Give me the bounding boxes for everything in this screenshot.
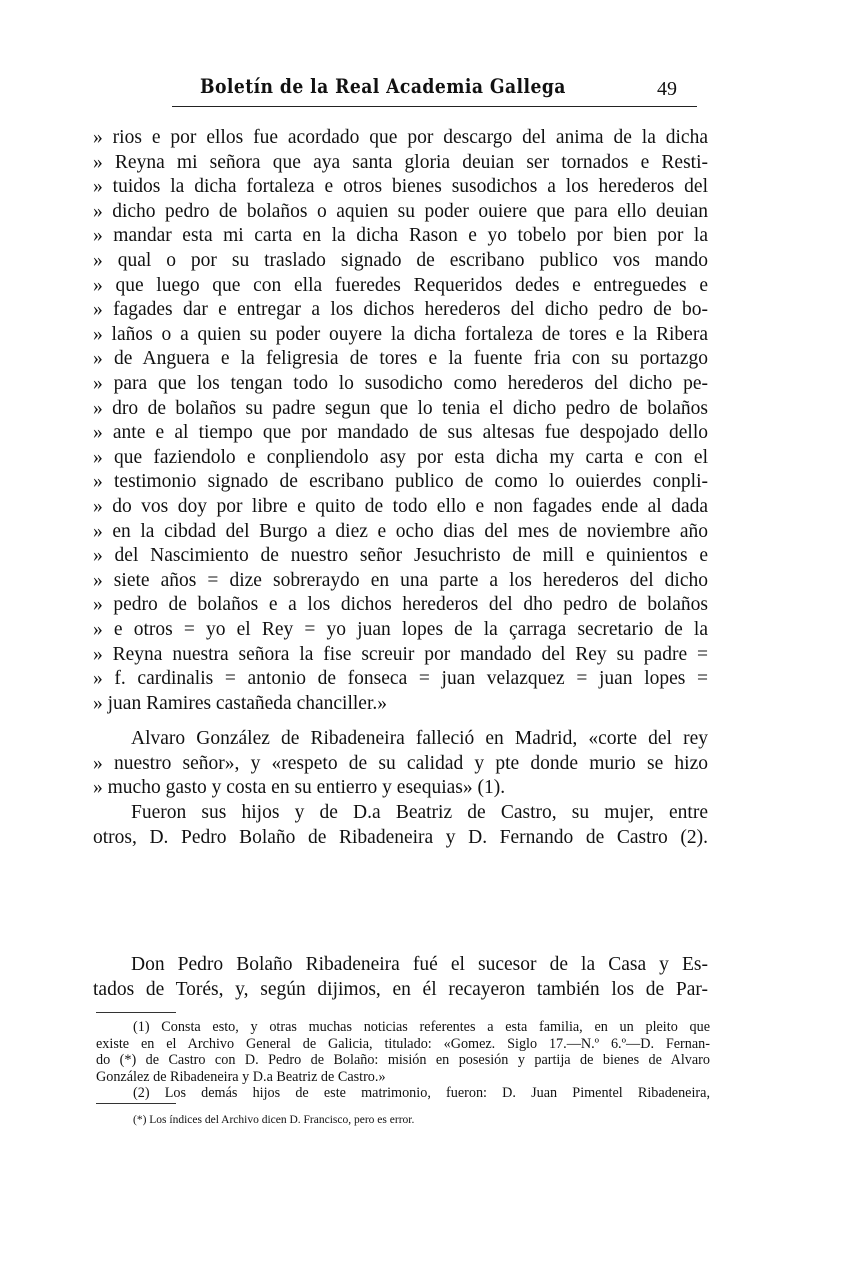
paragraph-line: otros, D. Pedro Bolaño de Ribadeneira y D. Fernando de Castro (2). — [93, 826, 708, 848]
quote-line: » e otros = yo el Rey = yo juan lopes de la çarraga secretario de la — [93, 619, 708, 640]
quote-line: » do vos doy por libre e quito de todo ello e non fagades ende al dada — [93, 496, 708, 517]
footnote-line: González de Ribadeneira y D.a Beatriz de Castro.» — [96, 1068, 386, 1085]
quote-line: » testimonio signado de escribano publico de como lo ouierdes conpli- — [93, 471, 708, 493]
quote-line: » para que los tengan todo lo susodicho como herederos del dicho pe- — [93, 373, 708, 394]
footnote-line: (1) Consta esto, y otras muchas noticias referentes a esta familia, en un pleito que — [133, 1019, 710, 1035]
paragraph-line: tados de Torés, y, según dijimos, en él recayeron también los de Par- — [93, 978, 708, 1000]
quote-line: » qual o por su traslado signado de escribano publico vos mando — [93, 250, 708, 271]
paragraph-line: Fueron sus hijos y de D.a Beatriz de Castro, su mujer, entre — [131, 802, 708, 823]
quote-line: » Reyna nuestra señora la fise screuir por mandado del Rey su padre = — [93, 643, 708, 665]
quote-line: » rios e por ellos fue acordado que por descargo del anima de la dicha — [93, 127, 708, 148]
footnote-line: existe en el Archivo General de Galicia, titulado: «Gomez. Siglo 17.—N.º 6.º—D. Fernan- — [96, 1035, 710, 1052]
quote-line: » del Nascimiento de nuestro señor Jesuchristo de mill e quinientos e — [93, 545, 708, 567]
quote-line: » en la cibdad del Burgo a diez e ocho dias del mes de noviembre año — [93, 520, 708, 542]
quote-line: » juan Ramires castañeda chanciller.» — [93, 692, 388, 714]
paragraph-line: » nuestro señor», y «respeto de su calidad y pte donde murio se hizo — [93, 752, 708, 774]
quote-line: » ante e al tiempo que por mandado de sus altesas fue despojado dello — [93, 422, 708, 444]
quote-line: » siete años = dize sobreraydo en una parte a los herederos del dicho — [93, 569, 708, 591]
quote-line: » fagades dar e entregar a los dichos herederos del dicho pedro de bo- — [93, 299, 708, 321]
running-header-title: Boletín de la Real Academia Gallega — [200, 74, 566, 98]
paragraph-line: Alvaro González de Ribadeneira falleció en Madrid, «corte del rey — [131, 728, 708, 749]
quote-line: » mandar esta mi carta en la dicha Rason e yo tobelo por bien por la — [93, 225, 708, 247]
subnote-separator — [96, 1103, 176, 1104]
quote-line: » pedro de bolaños e a los dichos herederos del dho pedro de bolaños — [93, 594, 708, 616]
quote-line: » laños o a quien su poder ouyere la dicha fortaleza de tores e la Ribera — [93, 323, 708, 345]
quote-line: » Reyna mi señora que aya santa gloria deuian ser tornados e Resti- — [93, 151, 708, 173]
quote-line: » de Anguera e la feligresia de tores e la fuente fria con su portazgo — [93, 348, 708, 370]
subnote: (*) Los índices del Archivo dicen D. Francisco, pero es error. — [133, 1114, 415, 1126]
footnote-line: (2) Los demás hijos de este matrimonio, fueron: D. Juan Pimentel Ribadeneira, — [133, 1085, 710, 1101]
quote-line: » f. cardinalis = antonio de fonseca = juan velazquez = juan lopes = — [93, 668, 708, 690]
footnote-line: do (*) de Castro con D. Pedro de Bolaño: misión en posesión y partija de bienes de Alvaro — [96, 1052, 710, 1068]
paragraph-line: » mucho gasto y costa en su entierro y esequias» (1). — [93, 777, 506, 799]
quote-line: » que faziendolo e conpliendolo asy por esta dicha my carta e con el — [93, 446, 708, 468]
header-rule — [172, 106, 697, 107]
quote-line: » dicho pedro de bolaños o aquien su poder ouiere que para ello deuian — [93, 200, 708, 222]
quote-line: » que luego que con ella fueredes Requeridos dedes e entreguedes e — [93, 274, 708, 296]
quote-line: » dro de bolaños su padre segun que lo tenia el dicho pedro de bolaños — [93, 397, 708, 419]
footnote-separator — [96, 1012, 176, 1013]
page-number: 49 — [657, 78, 677, 100]
paragraph-line: Don Pedro Bolaño Ribadeneira fué el sucesor de la Casa y Es- — [131, 954, 708, 975]
quote-line: » tuidos la dicha fortaleza e otros bienes susodichos a los herederos del — [93, 176, 708, 198]
